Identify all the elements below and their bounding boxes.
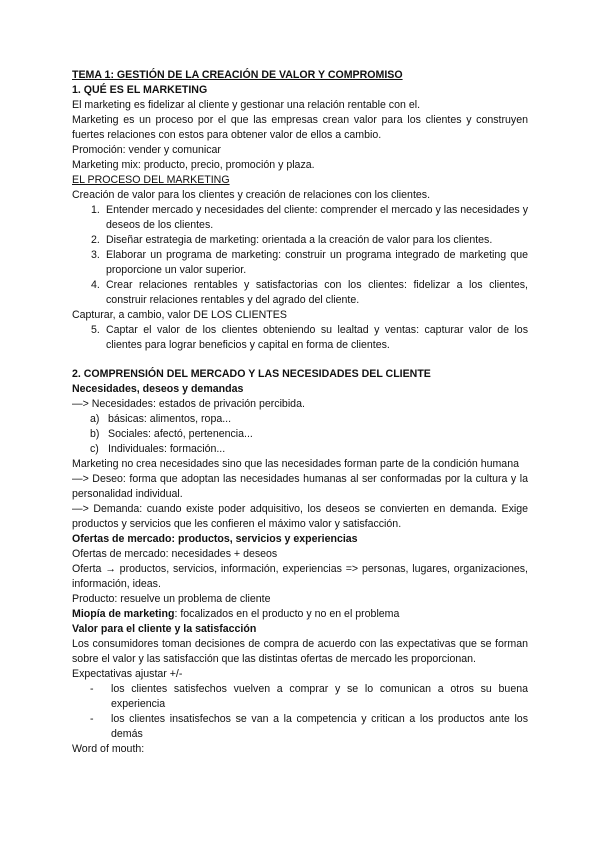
subheading-customer-value: Valor para el cliente y la satisfacción bbox=[72, 623, 257, 635]
list-item bbox=[72, 233, 528, 248]
list-item bbox=[72, 682, 528, 712]
list-item bbox=[72, 442, 528, 457]
list-text: los clientes insatisfechos se van a la competencia y critican a los productos ante los demás bbox=[111, 713, 528, 740]
paragraph: —> Demanda: cuando existe poder adquisitivo, los deseos se convierten en demanda. Exige productos y servicios que les confieren el máximo valor y satisfacción. bbox=[72, 503, 528, 530]
list-dash: - bbox=[90, 683, 94, 695]
paragraph: Marketing es un proceso por el que las empresas crean valor para los clientes y construyen fuertes relaciones con estos para obtener valor de ellos a cambio. bbox=[72, 114, 528, 141]
list-number: 1. bbox=[91, 204, 100, 216]
subheading-marketing-process: EL PROCESO DEL MARKETING bbox=[72, 174, 230, 186]
list-text: Elaborar un programa de marketing: construir un programa integrado de marketing que proporcione un valor superior. bbox=[106, 249, 528, 276]
section-1-heading: 1. QUÉ ES EL MARKETING bbox=[72, 84, 208, 96]
section-2-heading: 2. COMPRENSIÓN DEL MERCADO Y LAS NECESIDADES DEL CLIENTE bbox=[72, 368, 431, 380]
paragraph: —> Deseo: forma que adoptan las necesidades humanas al ser conformadas por la cultura y la personalidad individual. bbox=[72, 473, 528, 500]
subheading-needs: Necesidades, deseos y demandas bbox=[72, 383, 244, 395]
myopia-label: Miopía de marketing bbox=[72, 608, 175, 620]
paragraph: Marketing mix: producto, precio, promoción y plaza. bbox=[72, 159, 315, 171]
list-text: Entender mercado y necesidades del cliente: comprender el mercado y las necesidades y deseos de los clientes. bbox=[106, 204, 528, 231]
paragraph: Producto: resuelve un problema de cliente bbox=[72, 593, 271, 605]
document-title: TEMA 1: GESTIÓN DE LA CREACIÓN DE VALOR Y COMPROMISO bbox=[72, 69, 403, 81]
list-text: básicas: alimentos, ropa... bbox=[108, 413, 232, 425]
paragraph: Ofertas de mercado: necesidades + deseos bbox=[72, 548, 278, 560]
list-item bbox=[72, 427, 528, 442]
list-letter: a) bbox=[90, 413, 100, 425]
list-number: 2. bbox=[91, 234, 100, 246]
list-letter: b) bbox=[90, 428, 100, 440]
myopia-text: : focalizados en el producto y no en el problema bbox=[174, 608, 400, 620]
list-item bbox=[72, 323, 528, 353]
list-text: los clientes satisfechos vuelven a comprar y se lo comunican a otros su buena experiencia bbox=[111, 683, 528, 710]
list-number: 3. bbox=[91, 249, 100, 261]
list-text: Diseñar estrategia de marketing: orientada a la creación de valor para los clientes. bbox=[106, 234, 493, 246]
document-page bbox=[72, 68, 528, 757]
paragraph: El marketing es fidelizar al cliente y gestionar una relación rentable con el. bbox=[72, 99, 421, 111]
paragraph: —> Necesidades: estados de privación percibida. bbox=[72, 398, 305, 410]
paragraph: Marketing no crea necesidades sino que las necesidades forman parte de la condición humana bbox=[72, 458, 519, 470]
paragraph: Word of mouth: bbox=[72, 743, 145, 755]
list-dash: - bbox=[90, 713, 94, 725]
list-letter: c) bbox=[90, 443, 99, 455]
list-text: Individuales: formación... bbox=[108, 443, 226, 455]
list-item bbox=[72, 248, 528, 278]
paragraph: Promoción: vender y comunicar bbox=[72, 144, 221, 156]
paragraph: Capturar, a cambio, valor DE LOS CLIENTES bbox=[72, 309, 287, 321]
paragraph: Creación de valor para los clientes y creación de relaciones con los clientes. bbox=[72, 189, 431, 201]
list-text: Captar el valor de los clientes obteniendo su lealtad y ventas: capturar valor de los clientes para lograr beneficios y capital en forma de clientes. bbox=[106, 324, 528, 351]
list-item bbox=[72, 412, 528, 427]
subheading-market-offers: Ofertas de mercado: productos, servicios y experiencias bbox=[72, 533, 358, 545]
spacer bbox=[72, 353, 528, 367]
list-text: Sociales: afectó, pertenencia... bbox=[108, 428, 253, 440]
list-item bbox=[72, 203, 528, 233]
paragraph: Expectativas ajustar +/- bbox=[72, 668, 183, 680]
paragraph: Oferta → productos, servicios, información, experiencias => personas, lugares, organizaciones, información, ideas. bbox=[72, 563, 528, 590]
list-item bbox=[72, 712, 528, 742]
paragraph: Los consumidores toman decisiones de compra de acuerdo con las expectativas que se forman sobre el valor y las satisfacción que las distintas ofertas de mercado les proporcionan. bbox=[72, 638, 528, 665]
paragraph-myopia bbox=[72, 607, 528, 622]
list-text: Crear relaciones rentables y satisfactorias con los clientes: fidelizar a los clientes, construir relaciones rentables y del agrado del cliente. bbox=[106, 279, 528, 306]
list-item bbox=[72, 278, 528, 308]
list-number: 5. bbox=[91, 324, 100, 336]
list-number: 4. bbox=[91, 279, 100, 291]
